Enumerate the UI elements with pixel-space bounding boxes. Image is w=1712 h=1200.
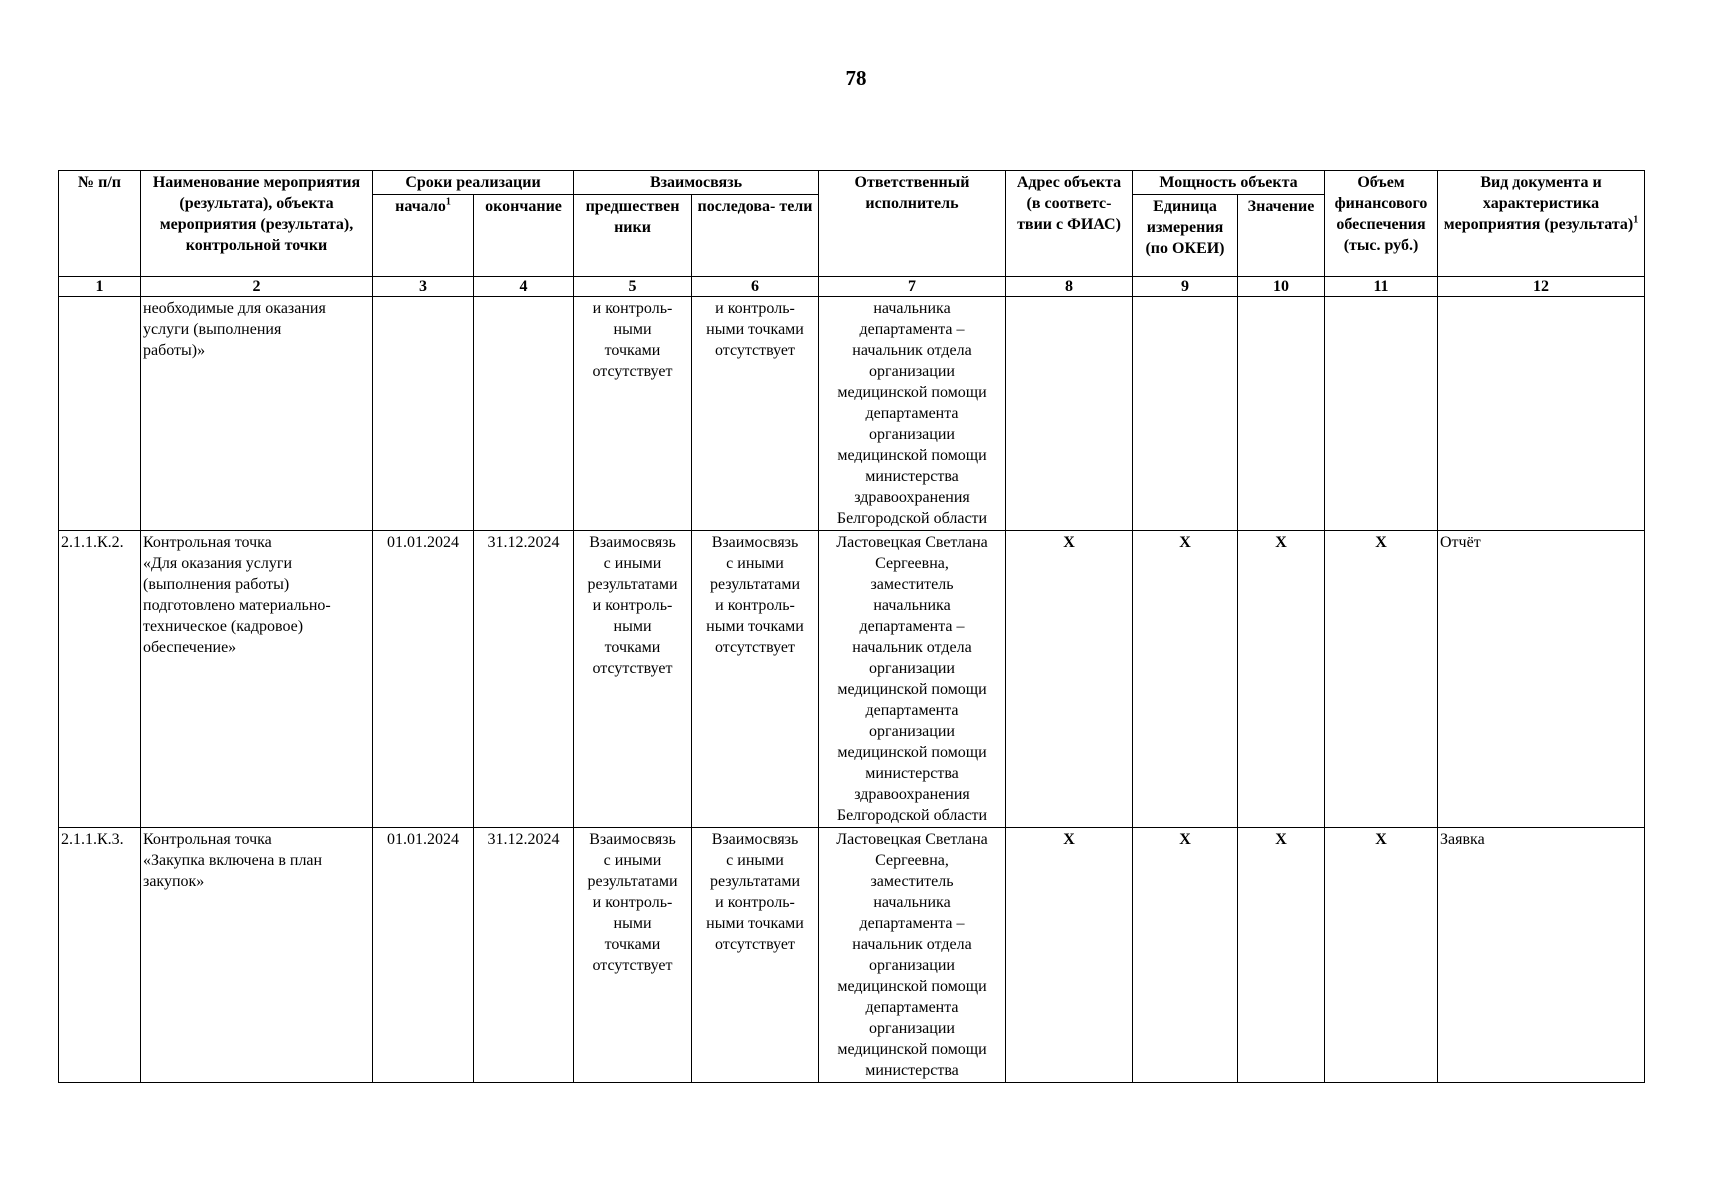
responsible-executor-line: Сергеевна, [875,852,949,869]
document-type-cell: Отчёт [1438,531,1645,828]
responsible-executor-line: заместитель [870,873,954,890]
table-row [59,531,1645,828]
object-address-cell: Х [1006,828,1133,1083]
successors-line: и контроль- [715,894,795,911]
responsible-executor-line: здравоохранения [854,786,970,803]
header-terms: Сроки реализации [373,171,574,195]
header-predecessors: предшествен ники [574,195,692,277]
row-number-cell: 2.1.1.К.2. [59,531,141,828]
responsible-executor-line: организации [869,426,955,443]
finance-volume-cell: Х [1325,828,1438,1083]
successors-cell [692,828,819,1083]
successors-line: результатами [709,576,801,593]
header-address: Адрес объекта (в соответс- твии с ФИАС) [1006,171,1133,277]
header-responsible: Ответственный исполнитель [819,171,1006,277]
measure-name-line: «Закупка включена в план [143,852,323,869]
responsible-executor-line: департамента [865,999,959,1016]
successors-line: отсутствует [714,936,796,953]
table-row [59,297,1645,531]
header-document-text: Вид документа и характеристика мероприятия (результата) [1443,174,1634,233]
predecessors-line: результатами [587,873,678,890]
responsible-executor-line: заместитель [870,576,954,593]
successors-line: с иными [726,555,784,572]
predecessors-cell [574,297,692,531]
finance-volume-cell: Х [1325,531,1438,828]
responsible-executor-line: начальник отдела [852,936,972,953]
predecessors-line: ными [613,321,652,338]
responsible-executor-line: департамента – [859,618,965,635]
predecessors-line: отсутствует [592,957,673,974]
header-unit: Единица измерения (по ОКЕИ) [1133,195,1238,277]
measure-unit-cell [1133,297,1238,531]
header-finance: Объем финансового обеспечения (тыс. руб.) [1325,171,1438,277]
power-value-cell: Х [1238,531,1325,828]
document-type-cell: Заявка [1438,828,1645,1083]
header-document-footnote: 1 [1633,214,1639,226]
successors-line: результатами [709,873,801,890]
responsible-executor-line: Сергеевна, [875,555,949,572]
responsible-executor-line: здравоохранения [854,489,970,506]
table-row [59,828,1645,1083]
predecessors-line: результатами [587,576,678,593]
header-end: окончание [474,195,574,277]
measure-name-line: обеспечение» [143,639,237,656]
responsible-executor-line: медицинской помощи [837,447,987,464]
table-header [59,171,1645,297]
predecessors-line: отсутствует [592,363,673,380]
measure-name-line: закупок» [143,873,205,890]
responsible-executor-line: медицинской помощи [837,681,987,698]
predecessors-line: точками [604,639,661,656]
predecessors-cell [574,531,692,828]
responsible-executor-line: Белгородской области [836,510,988,527]
successors-line: отсутствует [714,342,796,359]
predecessors-line: с иными [603,555,662,572]
header-successors: последова- тели [692,195,819,277]
responsible-executor-line: департамента – [859,321,965,338]
object-address-cell: Х [1006,531,1133,828]
responsible-executor-line: министерства [865,1062,959,1079]
measure-name-line: техническое (кадровое) [143,618,304,635]
successors-cell [692,297,819,531]
end-date-cell: 31.12.2024 [474,531,574,828]
header-name: Наименование мероприятия (результата), объекта мероприятия (результата), контрольной точки [141,171,373,277]
measure-name-cell [141,828,373,1083]
predecessors-line: и контроль- [592,597,673,614]
successors-line: Взаимосвязь [711,534,799,551]
responsible-executor-line: организации [869,363,955,380]
object-address-cell [1006,297,1133,531]
successors-line: Взаимосвязь [711,831,799,848]
predecessors-line: ными [613,618,652,635]
responsible-executor-line: медицинской помощи [837,744,987,761]
header-document [1438,171,1645,277]
header-start-footnote: 1 [445,196,451,208]
responsible-executor-line: начальника [873,300,951,317]
measure-unit-cell: Х [1133,531,1238,828]
predecessors-line: с иными [603,852,662,869]
column-number: 2 [141,277,373,297]
predecessors-line: Взаимосвязь [589,831,676,848]
responsible-executor-line: Белгородской области [836,807,988,824]
start-date-cell [373,297,474,531]
predecessors-line: ными [613,915,652,932]
measure-unit-cell: Х [1133,828,1238,1083]
header-start [373,195,474,277]
page-number: 78 [845,66,867,90]
measure-name-line: услуги (выполнения [143,321,282,338]
successors-line: отсутствует [714,639,796,656]
measure-name-line: работы)» [143,342,206,359]
successors-line: с иными [726,852,784,869]
responsible-executor-line: министерства [865,765,959,782]
successors-line: ными точками [706,915,804,932]
row-number-cell: 2.1.1.К.3. [59,828,141,1083]
document-type-cell [1438,297,1645,531]
successors-line: ными точками [706,321,804,338]
column-number: 12 [1438,277,1645,297]
responsible-executor-line: начальника [873,597,951,614]
end-date-cell [474,297,574,531]
column-number: 7 [819,277,1006,297]
responsible-executor-line: организации [869,1020,955,1037]
responsible-executor-cell [819,531,1006,828]
responsible-executor-line: медицинской помощи [837,384,987,401]
column-number: 10 [1238,277,1325,297]
header-start-text: начало [395,198,446,215]
responsible-executor-line: начальник отдела [852,342,972,359]
responsible-executor-line: начальника [873,894,951,911]
measure-name-line: (выполнения работы) [143,576,290,593]
column-number: 6 [692,277,819,297]
measures-table [58,170,1645,1083]
responsible-executor-line: организации [869,660,955,677]
measure-name-cell [141,297,373,531]
predecessors-line: точками [604,936,661,953]
measure-name-line: подготовлено материально- [143,597,331,614]
successors-cell [692,531,819,828]
table-body [59,297,1645,1083]
responsible-executor-line: департамента [865,405,959,422]
responsible-executor-cell [819,828,1006,1083]
column-number: 3 [373,277,474,297]
column-number: 5 [574,277,692,297]
power-value-cell [1238,297,1325,531]
responsible-executor-line: Ластовецкая Светлана [836,831,988,848]
header-num: № п/п [59,171,141,277]
measure-name-line: Контрольная точка [143,831,272,848]
finance-volume-cell [1325,297,1438,531]
predecessors-cell [574,828,692,1083]
row-number-cell [59,297,141,531]
successors-line: и контроль- [715,300,795,317]
start-date-cell: 01.01.2024 [373,531,474,828]
column-number: 1 [59,277,141,297]
responsible-executor-line: министерства [865,468,959,485]
power-value-cell: Х [1238,828,1325,1083]
responsible-executor-line: департамента – [859,915,965,932]
predecessors-line: точками [604,342,661,359]
end-date-cell: 31.12.2024 [474,828,574,1083]
column-number: 4 [474,277,574,297]
start-date-cell: 01.01.2024 [373,828,474,1083]
predecessors-line: и контроль- [592,300,673,317]
responsible-executor-line: медицинской помощи [837,978,987,995]
responsible-executor-line: департамента [865,702,959,719]
measure-name-line: необходимые для оказания [143,300,326,317]
responsible-executor-line: организации [869,957,955,974]
predecessors-line: отсутствует [592,660,673,677]
responsible-executor-line: начальник отдела [852,639,972,656]
responsible-executor-cell [819,297,1006,531]
predecessors-line: и контроль- [592,894,673,911]
column-number: 11 [1325,277,1438,297]
header-value: Значение [1238,195,1325,277]
header-power: Мощность объекта [1133,171,1325,195]
column-number-row [59,277,1645,297]
responsible-executor-line: медицинской помощи [837,1041,987,1058]
measure-name-cell [141,531,373,828]
successors-line: и контроль- [715,597,795,614]
successors-line: ными точками [706,618,804,635]
responsible-executor-line: Ластовецкая Светлана [836,534,988,551]
measure-name-line: «Для оказания услуги [143,555,293,572]
column-number: 8 [1006,277,1133,297]
column-number: 9 [1133,277,1238,297]
predecessors-line: Взаимосвязь [589,534,676,551]
header-relationship: Взаимосвязь [574,171,819,195]
responsible-executor-line: организации [869,723,955,740]
measure-name-line: Контрольная точка [143,534,272,551]
